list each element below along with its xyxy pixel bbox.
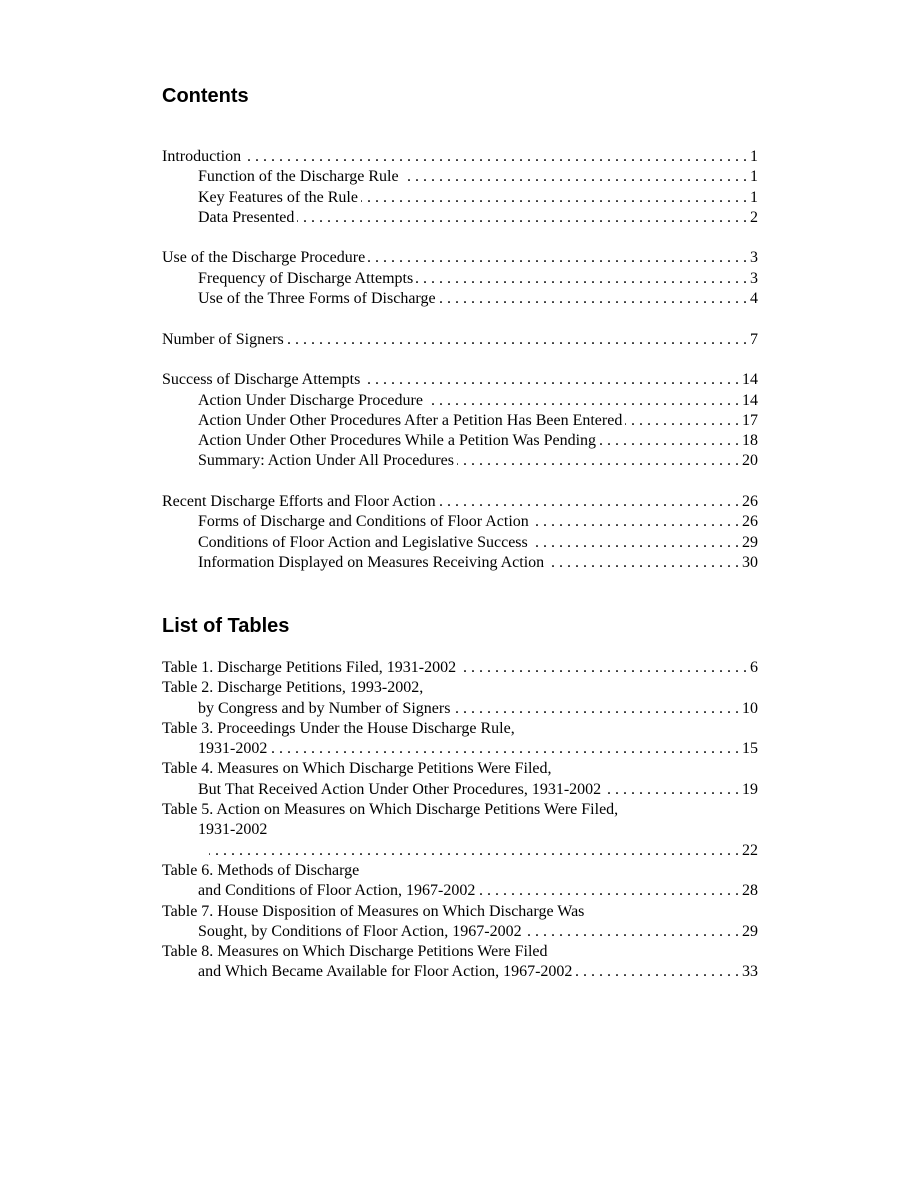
contents-heading: Contents [162, 85, 249, 107]
list-of-tables-heading: List of Tables [162, 615, 290, 637]
dot-leader [439, 492, 739, 512]
toc-subsection-entry-title: Action Under Discharge Procedure [198, 391, 423, 409]
toc-subsection-entry[interactable] [162, 411, 758, 431]
table-entry-title: and Conditions of Floor Action, 1967-2002 [198, 882, 476, 900]
dot-leader [599, 431, 739, 451]
table-entry-line: Table 2. Discharge Petitions, 1993-2002, [162, 679, 424, 697]
toc-subsection-entry[interactable] [162, 512, 758, 532]
table-entry[interactable] [162, 780, 758, 800]
table-entry-page-number: 28 [742, 882, 758, 900]
toc-section-entry-title: Introduction [162, 148, 242, 165]
table-entry[interactable] [162, 962, 758, 982]
dot-leader [625, 411, 739, 431]
toc-subsection-entry-page-number: 26 [742, 513, 758, 531]
toc-subsection-entry-page-number: 14 [742, 391, 758, 409]
table-entry-page-number: 15 [742, 740, 758, 758]
dot-leader [453, 699, 739, 719]
dot-leader [439, 289, 747, 309]
toc-subsection-entry-title: Frequency of Discharge Attempts [198, 269, 414, 287]
toc-subsection-entry-title: Forms of Discharge and Conditions of Floor Action [198, 513, 529, 531]
toc-section-entry-page-number: 3 [750, 249, 758, 267]
toc-subsection-entry[interactable] [162, 533, 758, 553]
toc-subsection-entry[interactable] [162, 289, 758, 309]
table-entry-line: Table 5. Action on Measures on Which Discharge Petitions Were Filed, [162, 801, 619, 819]
dot-leader [478, 881, 739, 901]
dot-leader [525, 922, 739, 942]
dot-leader [209, 841, 739, 861]
dot-leader [270, 739, 739, 759]
dot-leader [416, 269, 747, 289]
toc-subsection-entry[interactable] [162, 188, 758, 208]
dot-leader [459, 658, 747, 678]
toc-subsection-entry-page-number: 2 [750, 208, 758, 226]
dot-leader [287, 330, 747, 350]
toc-section-entry-page-number: 1 [750, 148, 758, 165]
table-entry-title: 1931-2002 [198, 740, 268, 758]
toc-section-entry[interactable] [162, 330, 758, 350]
toc-subsection-entry-title: Use of the Three Forms of Discharge [198, 290, 436, 308]
contents-list [162, 147, 758, 573]
table-entry-line: Table 7. House Disposition of Measures on Which Discharge Was [162, 902, 585, 920]
toc-subsection-entry-page-number: 4 [750, 290, 758, 308]
toc-subsection-entry-page-number: 3 [750, 269, 758, 287]
toc-subsection-entry[interactable] [162, 167, 758, 187]
table-entry-title: by Congress and by Number of Signers [198, 699, 451, 717]
dot-leader [547, 553, 739, 573]
table-entry-line: Table 6. Methods of Discharge [162, 861, 360, 879]
toc-subsection-entry-title: Key Features of the Rule [198, 188, 358, 206]
toc-subsection-entry-page-number: 30 [742, 553, 758, 571]
toc-section-entry-page-number: 7 [750, 330, 758, 348]
toc-section-entry-page-number: 14 [742, 371, 758, 389]
dot-leader [532, 512, 739, 532]
toc-subsection-entry[interactable] [162, 431, 758, 451]
toc-subsection-entry-title: Action Under Other Procedures After a Petition Has Been Entered [198, 411, 623, 429]
table-entry-page-number: 33 [742, 963, 758, 981]
toc-subsection-entry-title: Information Displayed on Measures Receiving Action [198, 553, 545, 571]
table-entry[interactable] [162, 699, 758, 719]
toc-subsection-entry-title: Summary: Action Under All Procedures [198, 452, 454, 470]
toc-section-entry[interactable] [162, 492, 758, 512]
dot-leader [402, 167, 747, 187]
table-entry-title: But That Received Action Under Other Procedures, 1931-2002 [198, 780, 602, 798]
toc-section-entry-title: Success of Discharge Attempts [162, 371, 361, 389]
toc-subsection-entry-page-number: 29 [742, 533, 758, 551]
table-entry-title: and Which Became Available for Floor Action, 1967-2002 [198, 963, 573, 981]
table-entry-page-number: 22 [742, 841, 758, 859]
toc-section-entry-title: Number of Signers [162, 330, 284, 348]
table-entry-title: Sought, by Conditions of Floor Action, 1967-2002 [198, 922, 522, 940]
table-entry[interactable] [162, 658, 758, 678]
list-of-tables [162, 658, 758, 983]
toc-subsection-entry[interactable] [162, 391, 758, 411]
table-entry-page-number: 19 [742, 780, 758, 798]
table-entry-line: Table 4. Measures on Which Discharge Petitions Were Filed, [162, 760, 552, 778]
table-entry-line: Table 8. Measures on Which Discharge Petitions Were Filed [162, 943, 548, 961]
toc-subsection-entry[interactable] [162, 451, 758, 471]
toc-section-entry-title: Recent Discharge Efforts and Floor Action [162, 493, 436, 511]
dot-leader [363, 370, 739, 390]
toc-subsection-entry[interactable] [162, 208, 758, 228]
toc-subsection-entry-title: Action Under Other Procedures While a Petition Was Pending [198, 432, 597, 450]
toc-section-entry[interactable] [162, 147, 758, 167]
toc-subsection-entry-title: Function of the Discharge Rule [198, 168, 399, 186]
dot-leader [457, 451, 739, 471]
toc-subsection-entry-page-number: 18 [742, 432, 758, 450]
toc-subsection-entry[interactable] [162, 269, 758, 289]
toc-subsection-entry-page-number: 1 [750, 168, 758, 186]
dot-leader [531, 533, 739, 553]
table-entry[interactable] [162, 841, 758, 861]
dot-leader [604, 780, 739, 800]
table-entry-line: 1931-2002 [198, 821, 268, 839]
toc-section-entry[interactable] [162, 370, 758, 390]
toc-section-entry[interactable] [162, 248, 758, 268]
table-entry[interactable] [162, 739, 758, 759]
toc-subsection-entry[interactable] [162, 553, 758, 573]
dot-leader [244, 147, 747, 167]
toc-section-entry-page-number: 26 [742, 493, 758, 511]
table-entry-page-number: 29 [742, 922, 758, 940]
table-entry-page-number: 10 [742, 699, 758, 717]
dot-leader [361, 188, 747, 208]
dot-leader [297, 208, 747, 228]
table-entry-line: Table 3. Proceedings Under the House Discharge Rule, [162, 719, 515, 737]
toc-subsection-entry-page-number: 1 [750, 188, 758, 206]
table-entry[interactable] [162, 922, 758, 942]
table-entry-page-number: 6 [750, 659, 758, 676]
toc-subsection-entry-page-number: 17 [742, 411, 758, 429]
table-entry[interactable] [162, 881, 758, 901]
dot-leader [575, 962, 739, 982]
table-entry-title: Table 1. Discharge Petitions Filed, 1931-2002 [162, 659, 457, 676]
toc-subsection-entry-page-number: 20 [742, 452, 758, 470]
dot-leader [368, 248, 747, 268]
toc-subsection-entry-title: Data Presented [198, 208, 295, 226]
dot-leader [426, 391, 739, 411]
toc-subsection-entry-title: Conditions of Floor Action and Legislative Success [198, 533, 528, 551]
toc-section-entry-title: Use of the Discharge Procedure [162, 249, 366, 267]
